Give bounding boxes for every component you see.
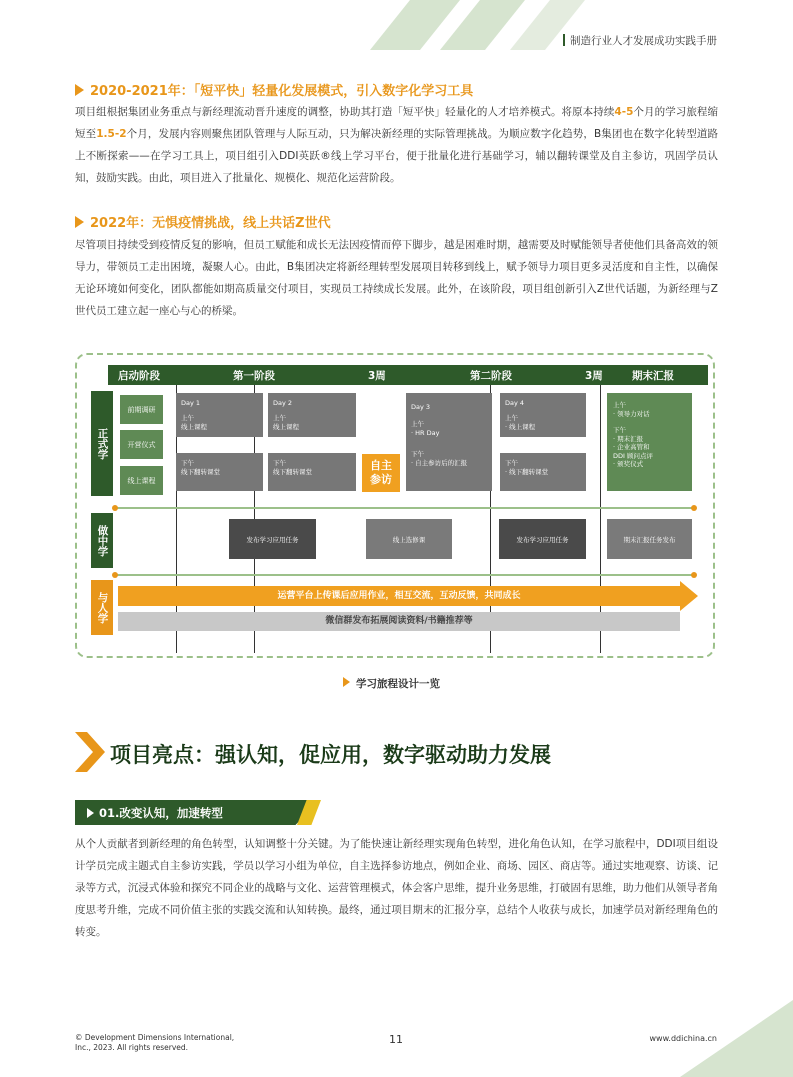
section-heading-2022 — [75, 212, 331, 231]
day3-box — [406, 393, 492, 491]
para-text: 个月的学习旅程缩短至 — [75, 106, 719, 140]
am-label: 上午 — [505, 414, 518, 422]
day-title: Day 2 — [273, 399, 293, 407]
am-item: · 线上课程 — [505, 423, 536, 431]
self-visit-label: 自主参访 — [370, 459, 392, 486]
triangle-icon — [75, 216, 84, 228]
phase-weeks-2: 3周 — [585, 370, 603, 382]
pm-label: 下午 — [181, 459, 194, 467]
section-heading-2020 — [75, 80, 473, 99]
phase-one: 第一阶段 — [233, 370, 275, 382]
copyright-line: Inc., 2023. All rights reserved. — [75, 1043, 189, 1052]
header-accent-bar — [563, 34, 565, 46]
pm-item: · 颁奖仪式 — [613, 460, 644, 468]
phase-bar — [108, 365, 708, 385]
am-item: · 领导力对话 — [613, 409, 650, 418]
row-separator — [115, 507, 695, 509]
chevron-right-icon — [75, 732, 105, 772]
triangle-icon — [343, 677, 350, 687]
am-item: 线上课程 — [181, 423, 207, 431]
day4-afternoon — [500, 453, 586, 491]
am-item: 线上课程 — [273, 423, 299, 431]
day1-morning — [176, 393, 263, 437]
am-label: 上午 — [273, 414, 286, 422]
start-item-survey: 前期调研 — [120, 395, 163, 424]
section-paragraph-2022: 尽管项目持续受到疫情反复的影响，但员工赋能和成长无法因疫情而停下脚步，越是困难时期，越需要及时赋能领导者使他们具备高效的领导力，带领员工走出困境，凝聚人心。由此，B集团决定将新经理转型发展项目转移到线上，赋予领导力项目更多灵活度和自主性，以确保无论环境如何变化，团队都能如期高质量交付项目，实现员工持续成长发展。此外，在该阶段，项目组创新引入Z世代话题，为新经理与Z世代员工建立起一座心与心的桥梁。 — [75, 239, 718, 317]
pm-item: · 期末汇报 — [613, 434, 644, 443]
day-title: Day 3 — [411, 403, 431, 411]
para-text: 个月，发展内容则聚焦团队管理与人际互动，只为解决新经理的实际管理挑战。为顺应数字化趋势，B集团也在数字化转型道路上不断探索——在学习工具上，项目组引入DDI英跃®线上学习平台，便于批量化进行基础学习，辅以翻转课堂及自主参访，巩固学员认知，鼓励实践。由此，项目进入了批量化、规模化、规范化运营阶段。 — [75, 128, 719, 184]
start-item-online-course: 线上课程 — [120, 466, 163, 495]
caption-text: 学习旅程设计一览 — [356, 678, 440, 690]
pm-item: · 自主参访后的汇报 — [411, 459, 468, 467]
separator-dot — [112, 572, 118, 578]
pm-item: DDI 顾问点评 — [613, 451, 653, 460]
am-label: 上午 — [181, 414, 194, 422]
highlight-paragraph: 从个人贡献者到新经理的角色转型，认知调整十分关键。为了能快速让新经理实现角色转型，进化角色认知，在学习旅程中，DDI项目组设计学员完成主题式自主参访实践，学员以学习小组为单位，自主选择参访地点，例如企业、商场、园区、商店等。通过实地观察、访谈、记录等方式，沉浸式体验和探究不同企业的战略与文化、运营管理模式，体会客户思维，提升业务思维，打破固有思维，助力他们从领导者角度思考升维，完成不同价值主张的实践交流和认知转换。最终，通过项目期末的汇报分享，总结个人收获与成长，加速学员对新经理角色的转变。 — [75, 838, 718, 938]
phase-weeks-1: 3周 — [368, 370, 386, 382]
day2-afternoon — [268, 453, 356, 491]
header-title: 制造行业人才发展成功实践手册 — [570, 35, 717, 47]
para-text: 项目组根据集团业务重点与新经理流动晋升速度的调整，协助其打造「短平快」轻量化的人才培养模式。将原本持续 — [75, 106, 615, 118]
separator-dot — [112, 505, 118, 511]
day-title: Day 1 — [181, 399, 201, 407]
section-heading-text: 2022年：无惧疫情挑战，线上共话Z世代 — [90, 216, 331, 231]
day4-morning — [500, 393, 586, 437]
pm-label: 下午 — [613, 426, 626, 434]
row-label-doing: 做中学 — [91, 513, 113, 568]
wechat-reading-bar: 微信群发布拓展阅读资料/书籍推荐等 — [118, 612, 680, 631]
phase-two: 第二阶段 — [470, 370, 512, 382]
pm-label: 下午 — [411, 450, 424, 458]
separator-dot — [691, 505, 697, 511]
doing-item-task-1: 发布学习应用任务 — [229, 519, 316, 559]
sub-heading-banner — [75, 800, 320, 825]
highlight-duration: 1.5-2 — [96, 128, 127, 140]
pm-label: 下午 — [273, 459, 286, 467]
section-paragraph-2020 — [75, 101, 718, 189]
day1-afternoon — [176, 453, 263, 491]
highlight-duration: 4-5 — [614, 106, 634, 118]
pm-item: · 企业高管和 — [613, 443, 650, 451]
copyright-line: © Development Dimensions International, — [75, 1033, 235, 1042]
footer-url: www.ddichina.cn — [649, 1034, 717, 1043]
peers-arrow-text: 运营平台上传课后应用作业，相互交流，互动反馈，共同成长 — [277, 591, 521, 601]
sub-heading-text: 01.改变认知，加速转型 — [99, 806, 223, 820]
highlight-title: 项目亮点：强认知，促应用，数字驱动助力发展 — [110, 743, 551, 767]
section-heading-text: 2020-2021年：「短平快」轻量化发展模式，引入数字化学习工具 — [90, 84, 474, 99]
pm-item: 线下翻转课堂 — [273, 468, 312, 476]
final-report-box — [607, 393, 692, 491]
day2-morning — [268, 393, 356, 437]
row-label-formal: 正式学 — [91, 391, 113, 496]
footer-copyright — [75, 1033, 234, 1053]
phase-start: 启动阶段 — [118, 370, 160, 382]
separator-dot — [691, 572, 697, 578]
page-number: 11 — [389, 1033, 403, 1046]
triangle-icon — [75, 84, 84, 96]
pm-item: 线下翻转课堂 — [181, 468, 220, 476]
phase-final: 期末汇报 — [632, 370, 674, 382]
row-label-peers: 与人学 — [91, 580, 113, 635]
start-item-opening: 开营仪式 — [120, 430, 163, 459]
row-separator — [115, 574, 695, 576]
day-title: Day 4 — [505, 399, 525, 407]
diagram-caption — [343, 676, 440, 691]
doing-item-task-2: 发布学习应用任务 — [499, 519, 586, 559]
doing-item-elective: 线上选修课 — [366, 519, 452, 559]
pm-item: · 线下翻转课堂 — [505, 468, 549, 476]
am-item: · HR Day — [411, 429, 440, 437]
triangle-icon — [87, 808, 94, 818]
self-visit-box — [362, 454, 400, 492]
pm-label: 下午 — [505, 459, 518, 467]
am-label: 上午 — [613, 401, 626, 409]
am-label: 上午 — [411, 420, 424, 428]
doing-item-final-task: 期末汇报任务发布 — [607, 519, 692, 559]
